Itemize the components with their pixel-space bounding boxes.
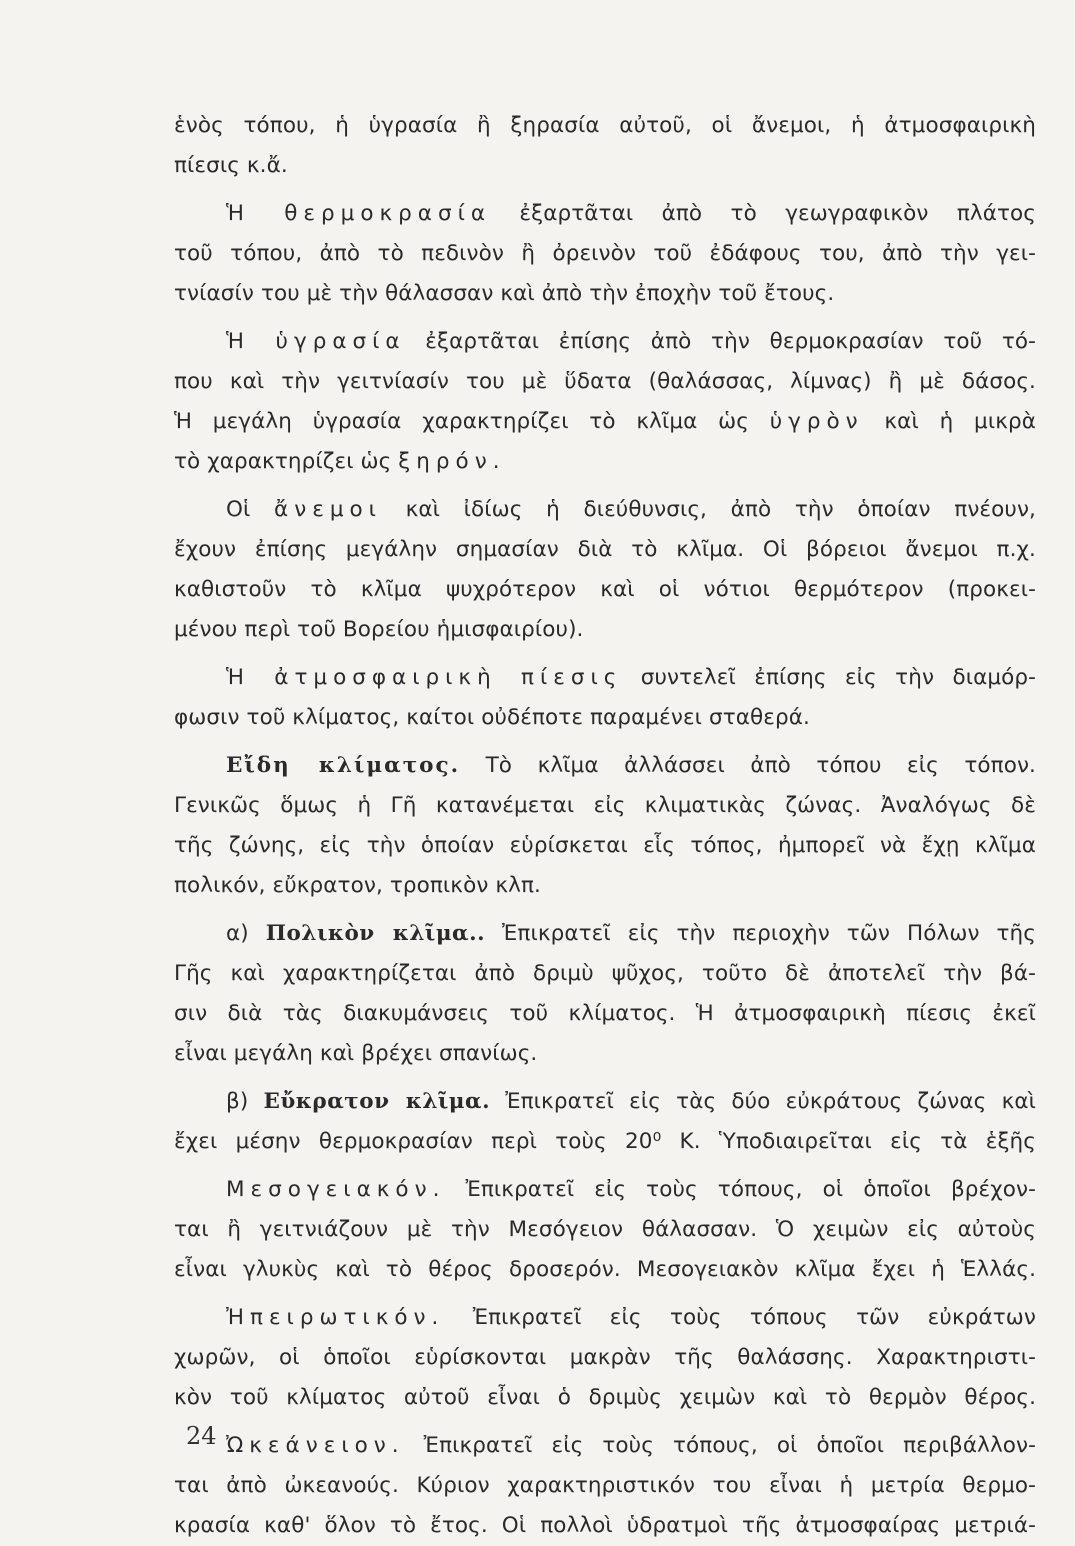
text-line: πολικόν, εὔκρατον, τροπικὸν κλπ. <box>174 873 541 898</box>
term-pressure: Ἡ ἀτμοσφαιρικὴ πίεσις <box>226 665 623 690</box>
paragraph-temperature <box>174 194 1036 234</box>
text-span: Ἡ μεγάλη ὑγρασία χαρακτηρίζει τὸ κλῖμα ὡς <box>174 409 770 434</box>
text-line: ἑνὸς τόπου, ἡ ὑγρασία ἢ ξηρασία αὐτοῦ, οἱ ἄνεμοι, ἡ ἀτμοσφαιρικὴ <box>174 113 1036 138</box>
text-line: σιν διὰ τὰς διακυμάνσεις τοῦ κλίματος. Ἡ ἀτμοσφαιρικὴ πίεσις ἐκεῖ <box>174 1001 1036 1026</box>
text-line: πίεσις κ.ἄ. <box>174 153 288 178</box>
text-span: Ἐπικρατεῖ εἰς τοὺς τόπους, οἱ ὁποῖοι βρέχον- <box>445 1177 1036 1202</box>
paragraph-climate-types <box>174 746 1036 786</box>
text-line: ται ἢ γειτνιάζουν μὲ τὴν Μεσόγειον θάλασσαν. Ὁ χειμὼν εἰς αὐτοὺς <box>174 1217 1036 1242</box>
term-winds: ἄνεμοι <box>274 497 382 522</box>
text-span: β) <box>226 1089 264 1114</box>
text-line: κὸν τοῦ κλίματος αὐτοῦ εἶναι ὁ δριμὺς χειμὼν καὶ τὸ θερμὸν θέρος. <box>174 1385 1036 1410</box>
section-heading: Εἴδη κλίματος. <box>226 753 461 778</box>
text-line: Γῆς καὶ χαρακτηρίζεται ἀπὸ δριμὺ ψῦχος, τοῦτο δὲ ἀποτελεῖ τὴν βά- <box>174 961 1036 986</box>
term-humidity: Ἡ ὑγρασία <box>226 329 406 354</box>
text-line: εἶναι γλυκὺς καὶ τὸ θέρος δροσερόν. Μεσογειακὸν κλῖμα ἔχει ἡ Ἑλλάς. <box>174 1257 1036 1282</box>
text-line: κρασία καθ' ὅλον τὸ ἔτος. Οἱ πολλοὶ ὑδρατμοὶ τῆς ἀτμοσφαίρας μετριά- <box>174 1513 1036 1538</box>
text-line: καθιστοῦν τὸ κλῖμα ψυχρότερον καὶ οἱ νότιοι θερμότερον (προκει- <box>174 577 1036 602</box>
text-span: ἐξαρτᾶται ἐπίσης ἀπὸ τὴν θερμοκρασίαν τοῦ τό- <box>405 329 1036 354</box>
text-line: ἔχει μέσην θερμοκρασίαν περὶ τοὺς 20⁰ Κ. Ὑποδιαιρεῖται εἰς τὰ ἑξῆς <box>174 1129 1036 1154</box>
term-mediterranean: Μεσογειακόν. <box>226 1177 446 1202</box>
text-line: τνίασίν του μὲ τὴν θάλασσαν καὶ ἀπὸ τὴν ἐποχὴν τοῦ ἔτους. <box>174 281 835 306</box>
term-dry: ξηρόν. <box>398 449 506 474</box>
text-line: τοῦ τόπου, ἀπὸ τὸ πεδινὸν ἢ ὀρεινὸν τοῦ ἐδάφους του, ἀπὸ τὴν γει- <box>174 241 1036 266</box>
text-span: Οἱ <box>226 497 275 522</box>
paragraph-polar <box>174 914 1036 954</box>
text-span: Ἐπικρατεῖ εἰς τὴν περιοχὴν τῶν Πόλων τῆς <box>485 921 1036 946</box>
paragraph-winds <box>174 490 1036 530</box>
text-span: Τὸ κλῖμα ἀλλάσσει ἀπὸ τόπου εἰς τόπον. <box>460 753 1036 778</box>
text-line: μένου περὶ τοῦ Βορείου ἡμισφαιρίου). <box>174 617 584 642</box>
text-span: Ἐπικρατεῖ εἰς τοὺς τόπους τῶν εὐκράτων <box>444 1305 1036 1330</box>
paragraph-pressure <box>174 658 1036 698</box>
body-text <box>174 106 1036 1546</box>
text-span: καὶ ἰδίως ἡ διεύθυνσις, ἀπὸ τὴν ὁποίαν πνέουν, <box>381 497 1036 522</box>
text-line: ἔχουν ἐπίσης μεγάλην σημασίαν διὰ τὸ κλῖμα. Οἱ βόρειοι ἄνεμοι π.χ. <box>174 537 1036 562</box>
text-line: φωσιν τοῦ κλίματος, καίτοι οὐδέποτε παραμένει σταθερά. <box>174 705 810 730</box>
term-wet: ὑγρὸν <box>769 409 864 434</box>
text-line: εἶναι μεγάλη καὶ βρέχει σπανίως. <box>174 1041 538 1066</box>
text-line: ται ἀπὸ ὠκεανούς. Κύριον χαρακτηριστικόν του εἶναι ἡ μετρία θερμο- <box>174 1473 1036 1498</box>
subheading-temperate: Εὔκρατον κλῖμα. <box>263 1089 491 1114</box>
text-span: Ἐπικρατεῖ εἰς τοὺς τόπους, οἱ ὁποῖοι περιβάλλον- <box>404 1433 1036 1458</box>
text-line: τῆς ζώνης, εἰς τὴν ὁποίαν εὑρίσκεται εἷς τόπος, ἠμπορεῖ νὰ ἔχῃ κλῖμα <box>174 833 1036 858</box>
text-span: καὶ ἡ μικρὰ <box>863 409 1036 434</box>
text-line: χωρῶν, οἱ ὁποῖοι εὑρίσκονται μακρὰν τῆς θαλάσσης. Χαρακτηριστι- <box>174 1345 1036 1370</box>
term-continental: Ἠπειρωτικόν. <box>226 1305 445 1330</box>
page-number: 24 <box>186 1422 217 1450</box>
paragraph-humidity <box>174 322 1036 362</box>
paragraph-continental <box>174 1298 1036 1338</box>
text-span: ἐξαρτᾶται ἀπὸ τὸ γεωγραφικὸν πλάτος <box>491 201 1036 226</box>
subheading-polar: Πολικὸν κλῖμα.. <box>265 921 486 946</box>
paragraph-mediterranean <box>174 1170 1036 1210</box>
text-line: που καὶ τὴν γειτνίασίν του μὲ ὕδατα (θαλάσσας, λίμνας) ἢ μὲ δάσος. <box>174 369 1036 394</box>
text-span: α) <box>226 921 266 946</box>
text-line <box>174 402 1036 442</box>
term-oceanic: Ὠκεάνειον. <box>226 1433 405 1458</box>
paragraph-temperate <box>174 1082 1036 1122</box>
text-line: Γενικῶς ὅμως ἡ Γῆ κατανέμεται εἰς κλιματικὰς ζώνας. Ἀναλόγως δὲ <box>174 793 1036 818</box>
text-span: τὸ χαρακτηρίζει ὡς <box>174 449 399 474</box>
text-line <box>174 442 1036 482</box>
paragraph-oceanic <box>174 1426 1036 1466</box>
term-temperature: Ἡ θερμοκρασία <box>226 201 492 226</box>
text-span: συντελεῖ ἐπίσης εἰς τὴν διαμόρ- <box>622 665 1037 690</box>
text-span: Ἐπικρατεῖ εἰς τὰς δύο εὐκράτους ζώνας καὶ <box>490 1089 1036 1114</box>
